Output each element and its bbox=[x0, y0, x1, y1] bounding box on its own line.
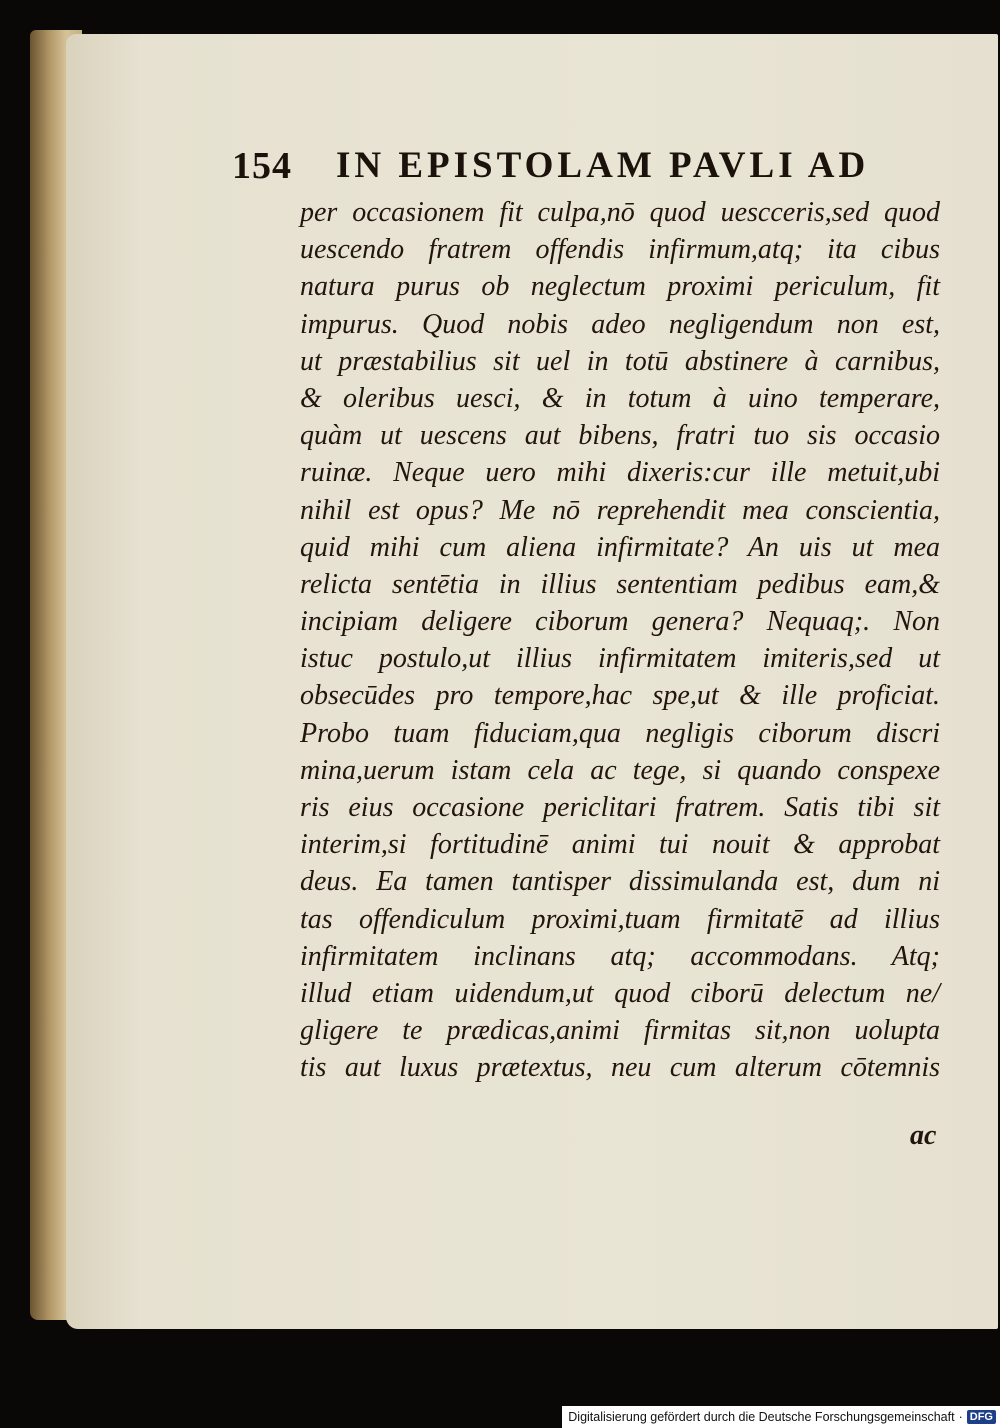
text-line: quàm ut uescens aut bibens, fratri tuo sis occasio bbox=[300, 420, 940, 452]
text-line: impurus. Quod nobis adeo negligendum non est, bbox=[300, 308, 940, 340]
text-line: Probo tuam fiduciam,qua negligis ciborum discri bbox=[300, 717, 940, 749]
text-line: gligere te prædicas,animi firmitas sit,non uolupta bbox=[300, 1015, 940, 1047]
text-line: nihil est opus? Me nō reprehendit mea conscientia, bbox=[300, 494, 940, 526]
text-line: interim,si fortitudinē animi tui nouit & approbat bbox=[300, 829, 940, 861]
text-line: ris eius occasione periclitari fratrem. Satis tibi sit bbox=[300, 792, 940, 823]
text-line: tis aut luxus prætextus, neu cum alterum cōtemnis bbox=[300, 1052, 940, 1084]
page-number: 154 bbox=[232, 145, 292, 187]
text-line: incipiam deligere ciborum genera? Nequaq;. Non bbox=[300, 606, 940, 638]
text-line: & oleribus uesci, & in totum à uino temperare, bbox=[300, 382, 940, 414]
footer-credit: Digitalisierung gefördert durch die Deutsche Forschungsgemeinschaft bbox=[568, 1410, 955, 1424]
running-head: IN EPISTOLAM PAVLI AD bbox=[336, 145, 870, 186]
digitization-footer bbox=[562, 1406, 1000, 1428]
text-line: ruinæ. Neque uero mihi dixeris:cur ille metuit,ubi bbox=[300, 457, 940, 489]
footer-separator: · bbox=[958, 1410, 963, 1424]
text-line: infirmitatem inclinans atq; accommodans. Atq; bbox=[300, 940, 940, 972]
text-line: per occasionem fit culpa,nō quod uescceris,sed quod bbox=[300, 197, 940, 228]
text-line: relicta sentētia in illius sententiam pedibus eam,& bbox=[300, 568, 940, 600]
text-line: illud etiam uidendum,ut quod ciborū delectum ne/ bbox=[300, 977, 940, 1009]
text-line: quid mihi cum aliena infirmitate? An uis ut mea bbox=[300, 531, 940, 563]
text-line: mina,uerum istam cela ac tege, si quando conspexe bbox=[300, 754, 940, 786]
text-line: natura purus ob neglectum proximi periculum, fit bbox=[300, 271, 940, 303]
text-line: tas offendiculum proximi,tuam firmitatē ad illius bbox=[300, 903, 940, 935]
catchword: ac bbox=[910, 1120, 937, 1151]
text-line: obsecūdes pro tempore,hac spe,ut & ille proficiat. bbox=[300, 680, 940, 712]
page-header bbox=[232, 138, 932, 188]
text-line: ut præstabilius sit uel in totū abstinere à carnibus, bbox=[300, 345, 940, 377]
text-line: deus. Ea tamen tantisper dissimulanda est, dum ni bbox=[300, 866, 940, 898]
text-line: istuc postulo,ut illius infirmitatem imiteris,sed ut bbox=[300, 643, 940, 675]
body-text bbox=[300, 194, 940, 1087]
text-line: uescendo fratrem offendis infirmum,atq; ita cibus bbox=[300, 234, 940, 266]
dfg-logo-icon: DFG bbox=[967, 1410, 996, 1424]
